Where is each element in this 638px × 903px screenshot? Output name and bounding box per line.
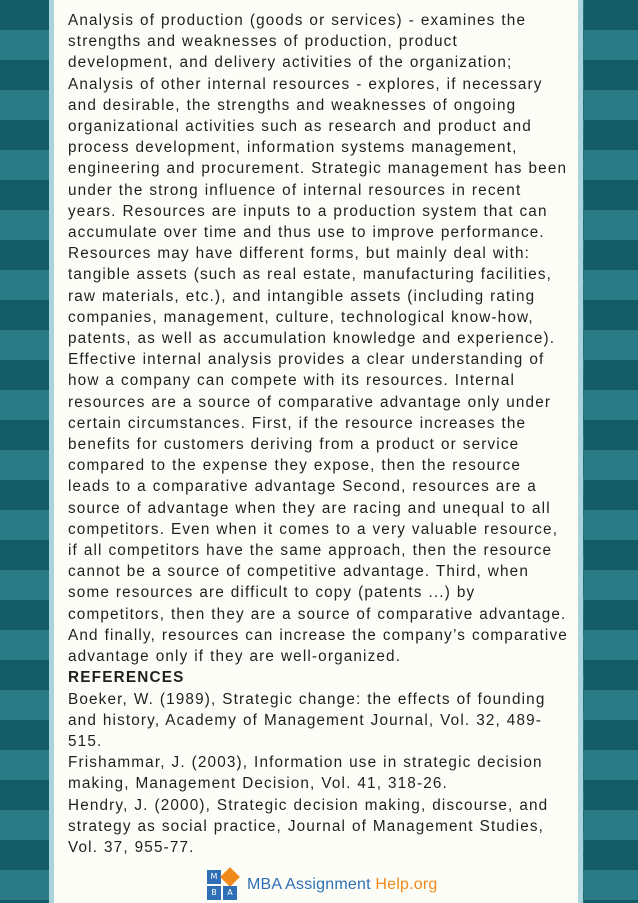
reference-item: Hendry, J. (2000), Strategic decision making, discourse, and strategy as social practice, Journal of Management Studies, Vol. 37, 955-77. bbox=[68, 796, 549, 856]
references-heading: REFERENCES bbox=[68, 669, 185, 687]
logo-letter-m: M bbox=[207, 870, 221, 884]
document-page bbox=[54, 0, 578, 903]
logo-letter-a: A bbox=[223, 886, 237, 900]
brand-logo bbox=[207, 870, 437, 900]
logo-wordmark-accent: Help.org bbox=[375, 876, 438, 893]
logo-letter-b: B bbox=[207, 886, 221, 900]
logo-diamond-icon bbox=[220, 867, 240, 887]
right-decorative-border bbox=[584, 0, 638, 903]
logo-wordmark-main: MBA Assignment bbox=[247, 876, 376, 893]
left-decorative-border bbox=[0, 0, 54, 903]
body-paragraph: Analysis of production (goods or services) - examines the strengths and weaknesses of production, product development, and delivery activities of the organization; Analysis of other internal resources - explores, if necessary and desirable, the strengths and weaknesses of ongoing organizational activities such as research and product and process development, information systems management, engineering and procurement. Strategic management has been under the strong influence of internal resources in recent years. Resources are inputs to a production system that can accumulate over time and thus use to improve performance. Resources may have different forms, but mainly deal with: tangible assets (such as real estate, manufacturing facilities, raw materials, etc.), and intangible assets (including rating companies, management, culture, technological know-how, patents, as well as accumulation knowledge and experience). Effective internal analysis provides a clear understanding of how a company can compete with its resources. Internal resources are a source of comparative advantage only under certain circumstances. First, if the resource increases the benefits for customers deriving from a product or service compared to the expense they expose, then the resource leads to a comparative advantage Second, resources are a source of advantage when they are racing and unequal to all competitors. Even when it comes to a very valuable resource, if all competitors have the same approach, then the resource cannot be a source of competitive advantage. Third, when some resources are difficult to copy (patents ...) by competitors, then they are a source of comparative advantage. And finally, resources can increase the company’s comparative advantage only if they are well-organized. bbox=[68, 12, 568, 666]
logo-wordmark bbox=[247, 876, 437, 894]
logo-mark-icon bbox=[207, 870, 241, 900]
reference-item: Boeker, W. (1989), Strategic change: the effects of founding and history, Academy of Management Journal, Vol. 32, 489-515. bbox=[68, 690, 546, 750]
reference-item: Frishammar, J. (2003), Information use in strategic decision making, Management Decision, Vol. 41, 318-26. bbox=[68, 754, 543, 793]
